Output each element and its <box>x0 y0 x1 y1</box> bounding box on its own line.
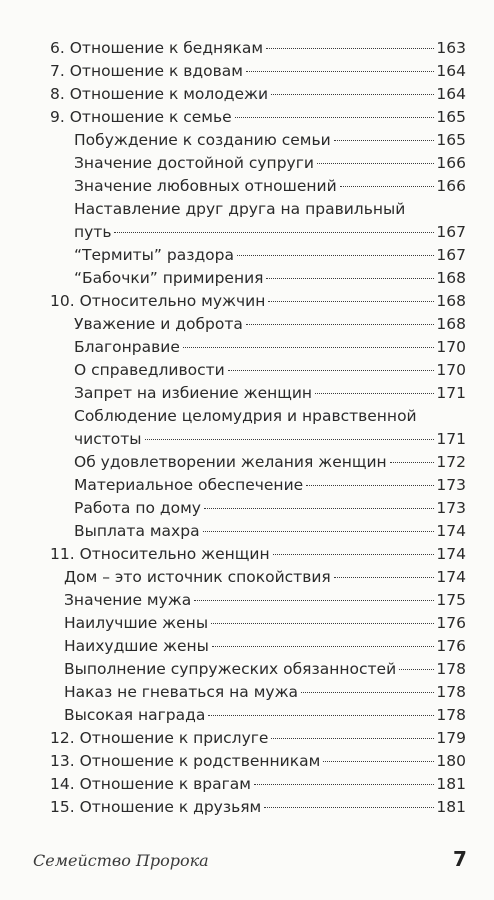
dot-leader <box>212 646 435 647</box>
toc-entry-title: 9. Отношение к семье <box>50 108 232 126</box>
toc-entry-page: 176 <box>436 637 466 655</box>
dot-leader <box>237 255 434 256</box>
toc-entry-title: Материальное обеспечение <box>74 476 304 494</box>
toc-entry-title: 15. Отношение к друзьям <box>50 798 262 816</box>
toc-entry <box>50 37 466 60</box>
toc-entry-first-line: Наставление друг друга на правильный <box>74 200 406 218</box>
toc-entry-title: Высокая награда <box>64 706 206 724</box>
toc-entry-page: 168 <box>436 292 466 310</box>
toc-entry-title: Значение мужа <box>64 591 192 609</box>
toc-entry <box>50 543 466 566</box>
dot-leader <box>194 600 434 601</box>
toc-entry <box>50 773 466 796</box>
toc-entry-page: 181 <box>436 775 466 793</box>
dot-leader <box>390 462 435 463</box>
toc-entry-title: Выполнение супружеских обязанностей <box>64 660 397 678</box>
dot-leader <box>399 669 434 670</box>
toc-entry-title: Запрет на избиение женщин <box>74 384 313 402</box>
toc-entry-page: 181 <box>436 798 466 816</box>
toc-entry-title: Уважение и доброта <box>74 315 243 333</box>
toc-entry <box>74 428 466 451</box>
toc-entry-title: Дом – это источник спокойствия <box>64 568 331 586</box>
toc-entry-title: 13. Отношение к родственникам <box>50 752 321 770</box>
toc-entry-title: 7. Отношение к вдовам <box>50 62 243 80</box>
toc-entry-first-line: Соблюдение целомудрия и нравственной <box>74 407 417 425</box>
toc-entry <box>74 244 466 267</box>
toc-entry-page: 180 <box>436 752 466 770</box>
toc-entry <box>50 796 466 819</box>
dot-leader <box>145 439 435 440</box>
dot-leader <box>235 117 435 118</box>
toc-entry <box>74 497 466 520</box>
dot-leader <box>183 347 435 348</box>
dot-leader <box>246 324 435 325</box>
toc-entry-page: 167 <box>436 223 466 241</box>
toc-entry <box>50 106 466 129</box>
toc-entry-page: 164 <box>436 62 466 80</box>
dot-leader <box>317 163 434 164</box>
toc-entry <box>64 635 466 658</box>
dot-leader <box>340 186 435 187</box>
toc-entry-page: 168 <box>436 315 466 333</box>
toc-entry <box>64 658 466 681</box>
toc-entry-title: 10. Относительно мужчин <box>50 292 266 310</box>
toc-entry <box>74 221 466 244</box>
toc-entry <box>74 175 466 198</box>
dot-leader <box>268 301 434 302</box>
toc-entry-page: 178 <box>436 660 466 678</box>
toc-entry-title: Значение достойной супруги <box>74 154 314 172</box>
toc-entry-title: Благонравие <box>74 338 180 356</box>
toc-entry-title: 11. Относительно женщин <box>50 545 270 563</box>
toc-entry-page: 170 <box>436 361 466 379</box>
toc-entry-title: чистоты <box>74 430 142 448</box>
toc-entry <box>74 152 466 175</box>
dot-leader <box>228 370 435 371</box>
dot-leader <box>114 232 434 233</box>
toc-entry <box>50 83 466 106</box>
dot-leader <box>334 140 435 141</box>
dot-leader <box>306 485 434 486</box>
toc-entry-title: Выплата махра <box>74 522 200 540</box>
toc-entry-title: 12. Отношение к прислуге <box>50 729 269 747</box>
dot-leader <box>273 554 435 555</box>
dot-leader <box>204 508 434 509</box>
toc-entry <box>74 313 466 336</box>
dot-leader <box>315 393 434 394</box>
toc-entry <box>64 612 466 635</box>
toc-entry-page: 176 <box>436 614 466 632</box>
toc-entry-title: Наихудшие жены <box>64 637 209 655</box>
toc-entry-title: 6. Отношение к беднякам <box>50 39 264 57</box>
toc-entry-page: 178 <box>436 706 466 724</box>
dot-leader <box>271 94 434 95</box>
toc-entry-page: 170 <box>436 338 466 356</box>
dot-leader <box>323 761 434 762</box>
toc-entry <box>74 267 466 290</box>
toc-entry-title: Значение любовных отношений <box>74 177 337 195</box>
toc-entry-title: Об удовлетворении желания женщин <box>74 453 387 471</box>
toc-entry <box>74 520 466 543</box>
toc-entry-title: “Бабочки” примирения <box>74 269 264 287</box>
toc-entry <box>64 704 466 727</box>
toc-entry-page: 175 <box>436 591 466 609</box>
toc-entry-title: О справедливости <box>74 361 225 379</box>
toc-entry <box>64 589 466 612</box>
toc-entry-page: 174 <box>436 568 466 586</box>
dot-leader <box>246 71 435 72</box>
toc-entry-page: 179 <box>436 729 466 747</box>
toc-entry-page: 174 <box>436 545 466 563</box>
toc-entry <box>50 60 466 83</box>
toc-entry <box>74 382 466 405</box>
toc-entry-title: Побуждение к созданию семьи <box>74 131 331 149</box>
toc-entry-page: 165 <box>436 108 466 126</box>
page-number: 7 <box>453 847 467 871</box>
toc-entry <box>74 474 466 497</box>
toc-entry <box>50 750 466 773</box>
toc-entry <box>64 681 466 704</box>
dot-leader <box>266 278 434 279</box>
toc-entry-page: 163 <box>436 39 466 57</box>
toc-entry <box>74 359 466 382</box>
toc-entry-page: 171 <box>436 430 466 448</box>
dot-leader <box>211 623 434 624</box>
toc-entry-title: “Термиты” раздора <box>74 246 234 264</box>
toc-entry <box>50 290 466 313</box>
dot-leader <box>264 807 434 808</box>
toc-entry <box>74 129 466 152</box>
toc-entry-title: 14. Отношение к врагам <box>50 775 251 793</box>
toc-entry-title: 8. Отношение к молодежи <box>50 85 269 103</box>
toc-entry <box>74 451 466 474</box>
dot-leader <box>208 715 434 716</box>
toc-entry-page: 166 <box>436 177 466 195</box>
dot-leader <box>203 531 435 532</box>
toc-entry-page: 168 <box>436 269 466 287</box>
toc-entry-page: 167 <box>436 246 466 264</box>
toc-entry-page: 164 <box>436 85 466 103</box>
toc-entry-title: Наилучшие жены <box>64 614 209 632</box>
toc-entry-page: 172 <box>436 453 466 471</box>
dot-leader <box>254 784 434 785</box>
toc-entry-page: 171 <box>436 384 466 402</box>
running-title: Семейство Пророка <box>33 851 209 870</box>
dot-leader <box>334 577 435 578</box>
toc-entry-title: путь <box>74 223 112 241</box>
toc-entry-page: 165 <box>436 131 466 149</box>
toc-entry-title: Наказ не гневаться на мужа <box>64 683 299 701</box>
toc-entry-page: 166 <box>436 154 466 172</box>
toc-entry-page: 173 <box>436 476 466 494</box>
dot-leader <box>271 738 434 739</box>
toc-entry <box>50 727 466 750</box>
toc-entry-page: 174 <box>436 522 466 540</box>
toc-entry-page: 173 <box>436 499 466 517</box>
toc-entry <box>74 336 466 359</box>
dot-leader <box>301 692 434 693</box>
toc-entry-title: Работа по дому <box>74 499 201 517</box>
dot-leader <box>266 48 434 49</box>
toc-entry <box>64 566 466 589</box>
toc-entry-page: 178 <box>436 683 466 701</box>
